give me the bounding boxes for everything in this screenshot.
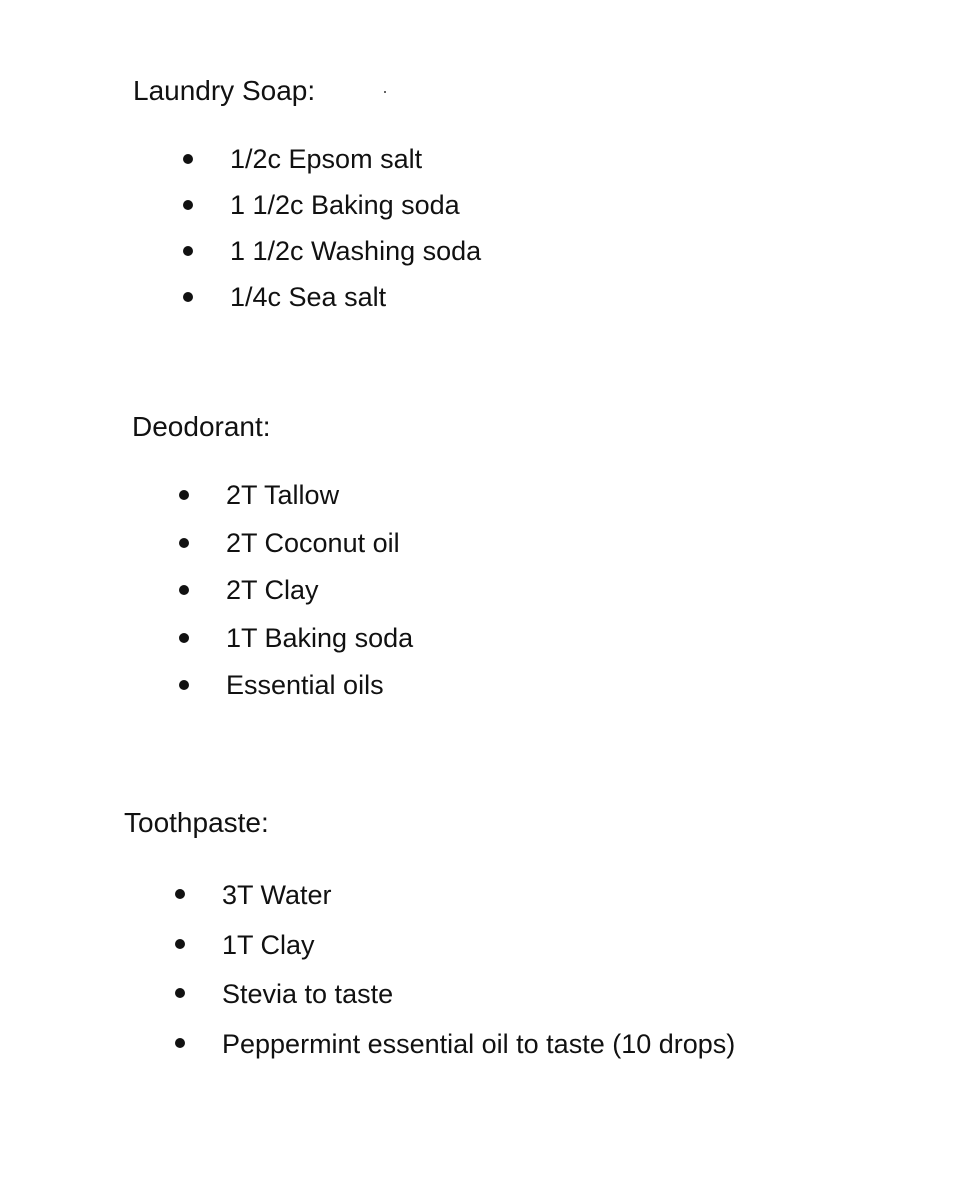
bullet-icon — [183, 246, 193, 256]
bullet-icon — [179, 585, 189, 595]
bullet-icon — [179, 490, 189, 500]
list-item-text: 1T Clay — [222, 929, 315, 960]
list-item-text: 1/2c Epsom salt — [230, 144, 423, 174]
list-item-text: Peppermint essential oil to taste (10 drops) — [222, 1028, 736, 1059]
bullet-icon — [183, 292, 193, 302]
list-item-text: 1T Baking soda — [226, 622, 414, 653]
list-item-text: Stevia to taste — [222, 979, 394, 1009]
bullet-icon — [175, 939, 185, 949]
bullet-icon — [183, 200, 193, 210]
scan-speck — [384, 91, 386, 93]
section-heading: Deodorant: — [132, 411, 271, 442]
bullet-icon — [179, 633, 189, 643]
list-item-text: 2T Clay — [226, 575, 319, 605]
list-item-text: 1 1/2c Baking soda — [230, 190, 460, 220]
bullet-icon — [179, 680, 189, 690]
list-item-text: 2T Coconut oil — [226, 527, 400, 558]
bullet-icon — [183, 154, 193, 164]
bullet-icon — [179, 538, 189, 548]
list-item-text: 3T Water — [222, 880, 332, 910]
bullet-icon — [175, 988, 185, 998]
bullet-icon — [175, 1038, 185, 1048]
bullet-icon — [175, 889, 185, 899]
list-item-text: 1 1/2c Washing soda — [230, 236, 482, 266]
section-heading: Laundry Soap: — [133, 75, 316, 106]
section-heading: Toothpaste: — [124, 807, 269, 838]
list-item-text: Essential oils — [226, 670, 384, 700]
list-item-text: 1/4c Sea salt — [230, 282, 387, 312]
list-item-text: 2T Tallow — [226, 480, 340, 510]
